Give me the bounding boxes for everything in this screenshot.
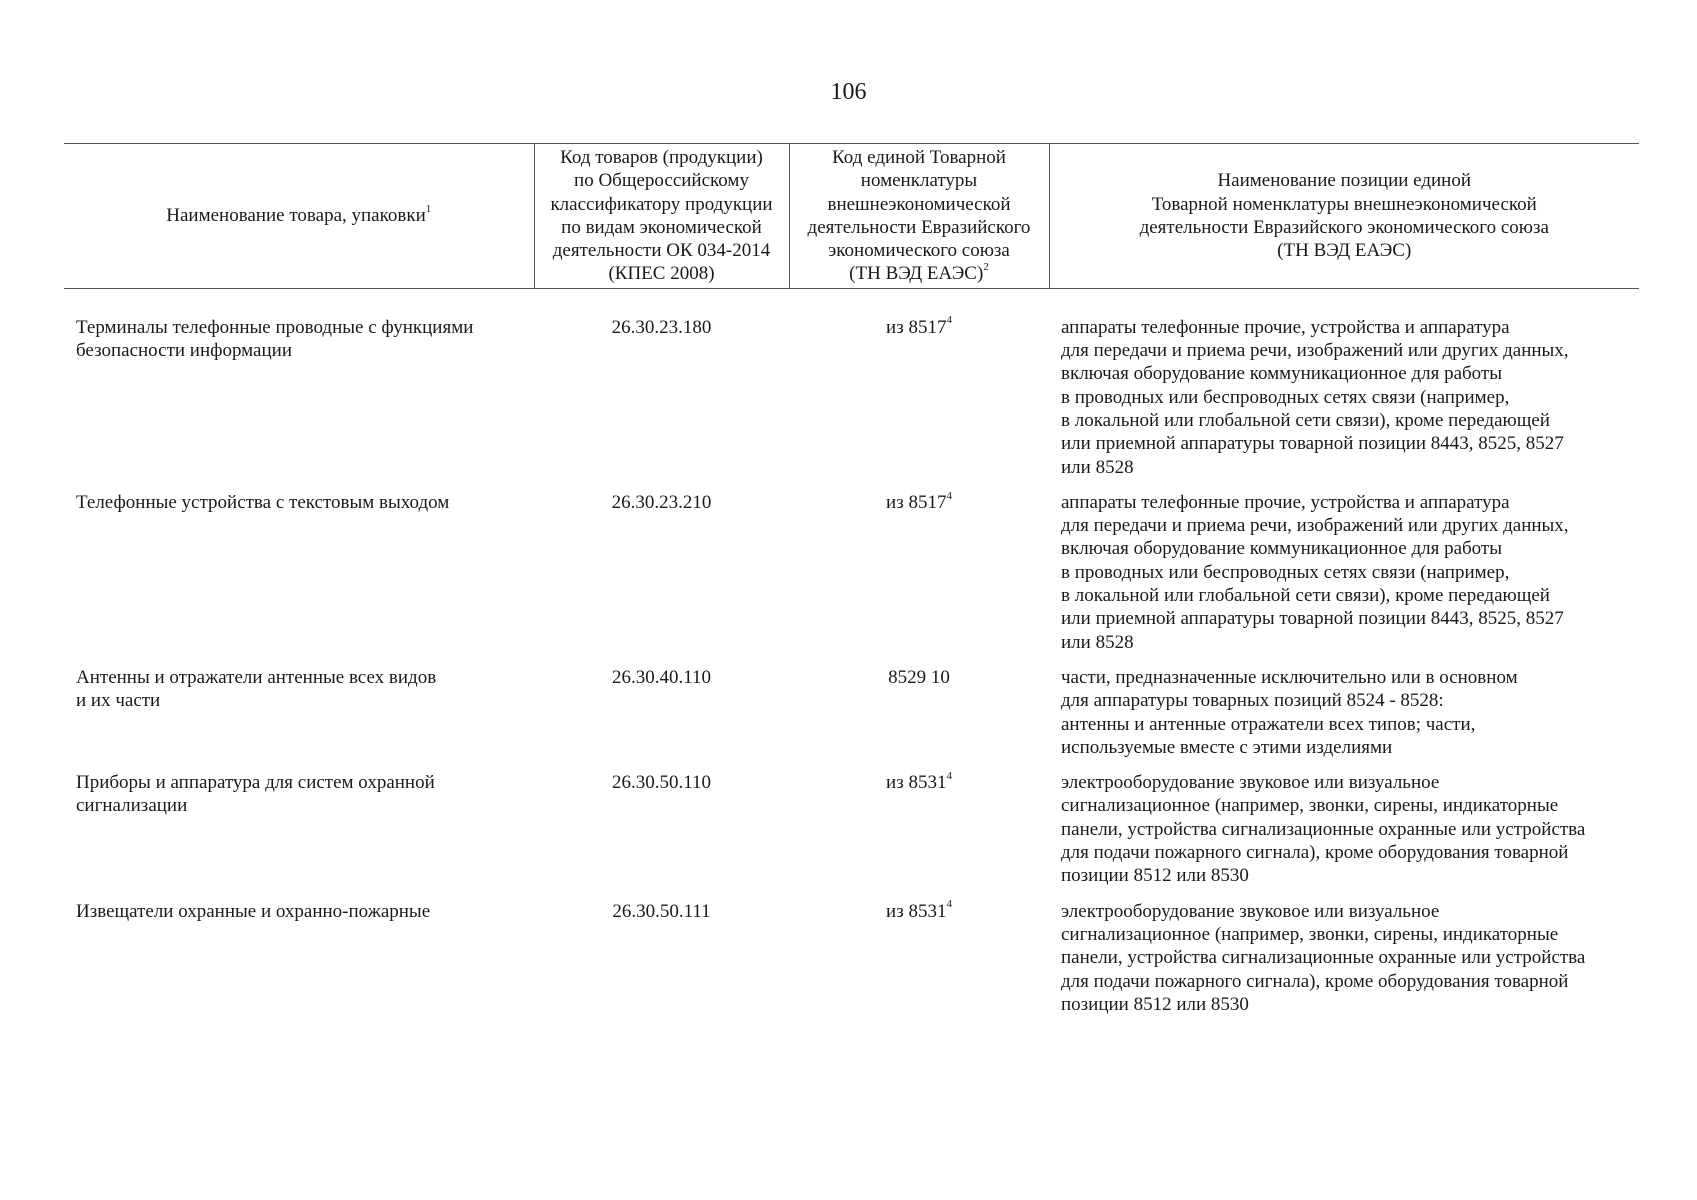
table-row (64, 900, 1639, 1028)
header-line: деятельности Евразийского (807, 216, 1031, 238)
desc-line: антенны и антенные отражатели всех типов; части, (1061, 713, 1476, 735)
desc-line: включая оборудование коммуникационное для работы (1061, 538, 1502, 560)
desc-line: сигнализационное (например, звонки, сирены, индикаторные (1061, 795, 1559, 817)
header-line: Товарной номенклатуры внешнеэкономической (1151, 193, 1537, 215)
header-line: внешнеэкономической (827, 193, 1011, 215)
header-line: Код товаров (продукции) (560, 147, 763, 168)
cell-okpd-code: 26.30.23.210 (611, 491, 712, 513)
desc-line: панели, устройства сигнализационные охранные или устройства (1061, 818, 1586, 840)
name-line: и их части (76, 690, 161, 712)
footnote-marker: 4 (946, 769, 952, 782)
header-okpd-code (534, 144, 789, 289)
cell-product-name (64, 288, 534, 491)
desc-line: или 8528 (1061, 456, 1134, 478)
name-line: Извещатели охранные и охранно-пожарные (76, 900, 431, 922)
cell-tnved-position-name (1049, 666, 1639, 771)
footnote-marker: 2 (983, 261, 989, 274)
header-line (794, 262, 1045, 285)
table-body (64, 288, 1639, 1028)
cell-product-name (64, 771, 534, 899)
desc-line: или приемной аппаратуры товарной позиции 8443, 8525, 8527 (1061, 433, 1564, 455)
desc-line: электрооборудование звуковое или визуальное (1061, 772, 1440, 794)
cell-tnved-code (789, 288, 1049, 491)
page-number: 106 (830, 79, 867, 105)
desc-line: в проводных или беспроводных сетях связи (например, (1061, 386, 1510, 408)
header-line: номенклатуры (860, 170, 978, 192)
cell-product-name (64, 491, 534, 666)
desc-line: в локальной или глобальной сети связи), кроме передающей (1061, 409, 1550, 431)
cell-tnved-code (789, 491, 1049, 666)
header-product-name-text: Наименование товара, упаковки (166, 205, 426, 227)
desc-line: для подачи пожарного сигнала), кроме оборудования товарной (1061, 842, 1569, 864)
footnote-marker: 4 (946, 898, 952, 911)
cell-tnved-position-name (1049, 491, 1639, 666)
cell-product-name (64, 900, 534, 1028)
cell-tnved-code (789, 666, 1049, 771)
name-line: Телефонные устройства с текстовым выходом (76, 491, 450, 513)
desc-line: аппараты телефонные прочие, устройства и аппаратура (1061, 491, 1510, 513)
table-row (64, 288, 1639, 491)
cell-tnved-code (789, 900, 1049, 1028)
desc-line: позиции 8512 или 8530 (1061, 993, 1249, 1015)
header-line: по видам экономической (561, 216, 762, 238)
header-line-text: (ТН ВЭД ЕАЭС) (849, 263, 984, 285)
cell-product-name (64, 666, 534, 771)
tnved-code-text: из 8517 (886, 491, 947, 513)
name-line: сигнализации (76, 795, 188, 817)
header-line: деятельности Евразийского экономического союза (1139, 216, 1549, 238)
footnote-marker: 4 (946, 489, 952, 502)
header-line: по Общероссийскому (574, 170, 749, 192)
header-line: экономического союза (828, 240, 1010, 262)
desc-line: позиции 8512 или 8530 (1061, 865, 1249, 887)
desc-line: в проводных или беспроводных сетях связи (например, (1061, 561, 1510, 583)
header-line: Наименование позиции единой (1217, 170, 1472, 192)
header-product-name (64, 144, 534, 289)
desc-line: для подачи пожарного сигнала), кроме оборудования товарной (1061, 970, 1569, 992)
name-line: Приборы и аппаратура для систем охранной (76, 772, 435, 794)
desc-line: аппараты телефонные прочие, устройства и аппаратура (1061, 316, 1510, 338)
cell-tnved-position-name (1049, 771, 1639, 899)
header-tnved-position-name (1049, 144, 1639, 289)
desc-line: или 8528 (1061, 631, 1134, 653)
desc-line: для передачи и приема речи, изображений или других данных, (1061, 340, 1569, 362)
name-line: Терминалы телефонные проводные с функциями (76, 316, 474, 338)
tnved-code-text: из 8531 (886, 900, 947, 922)
cell-okpd-code: 26.30.40.110 (611, 666, 712, 688)
header-line: (ТН ВЭД ЕАЭС) (1277, 240, 1412, 262)
header-line: деятельности ОК 034-2014 (552, 240, 771, 262)
header-tnved-code (789, 144, 1049, 289)
tnved-code-text: из 8517 (886, 316, 947, 338)
footnote-marker: 4 (946, 314, 952, 327)
desc-line: панели, устройства сигнализационные охранные или устройства (1061, 947, 1586, 969)
tnved-code-text: из 8531 (886, 772, 947, 794)
desc-line: включая оборудование коммуникационное для работы (1061, 363, 1502, 385)
desc-line: электрооборудование звуковое или визуальное (1061, 900, 1440, 922)
desc-line: или приемной аппаратуры товарной позиции 8443, 8525, 8527 (1061, 608, 1564, 630)
header-line: Код единой Товарной (832, 147, 1006, 168)
table-header (64, 144, 1639, 289)
nomenclature-table (64, 143, 1639, 1028)
name-line: Антенны и отражатели антенные всех видов (76, 666, 437, 688)
tnved-code-text: 8529 10 (888, 666, 950, 688)
header-line: (КПЕС 2008) (608, 263, 715, 285)
cell-okpd-code: 26.30.50.110 (611, 772, 712, 794)
cell-tnved-position-name (1049, 288, 1639, 491)
desc-line: части, предназначенные исключительно или в основном (1061, 666, 1518, 688)
desc-line: для аппаратуры товарных позиций 8524 - 8528: (1061, 690, 1444, 712)
footnote-marker: 1 (425, 202, 432, 215)
desc-line: в локальной или глобальной сети связи), кроме передающей (1061, 585, 1550, 607)
desc-line: сигнализационное (например, звонки, сирены, индикаторные (1061, 923, 1559, 945)
cell-tnved-code (789, 771, 1049, 899)
name-line: безопасности информации (76, 340, 292, 362)
table-row (64, 666, 1639, 771)
header-line: классификатору продукции (550, 193, 773, 215)
table-row (64, 491, 1639, 666)
table-row (64, 771, 1639, 899)
cell-okpd-code: 26.30.50.111 (612, 900, 711, 922)
desc-line: для передачи и приема речи, изображений или других данных, (1061, 515, 1569, 537)
cell-tnved-position-name (1049, 900, 1639, 1028)
desc-line: используемые вместе с этими изделиями (1061, 736, 1393, 758)
header-row (64, 144, 1639, 289)
cell-okpd-code: 26.30.23.180 (611, 316, 712, 338)
